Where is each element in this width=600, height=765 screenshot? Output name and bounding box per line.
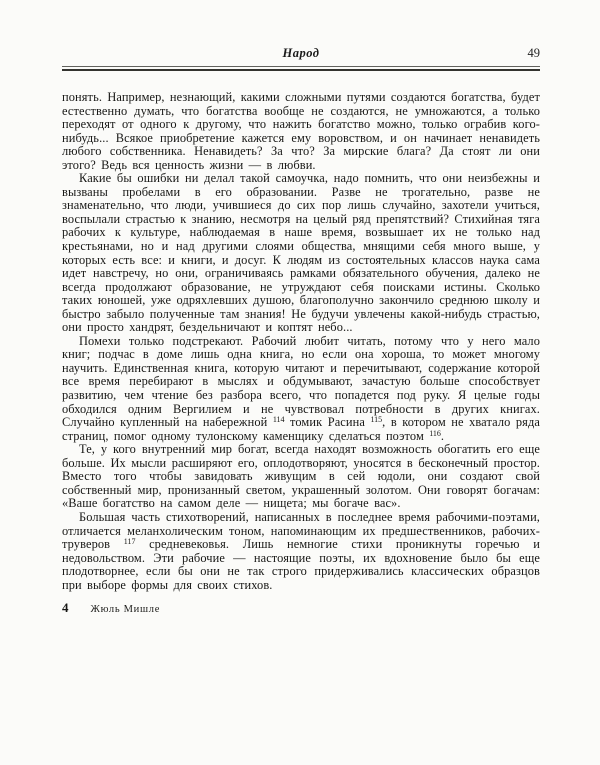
running-title: Народ (282, 46, 320, 60)
paragraph-text: томик Расина (284, 415, 371, 430)
paragraph-text: Какие бы ошибки ни делал такой самоучка, надо помнить, что они неизбежны и вызваны пробелами в его образовании. Разве не трогательно, разве не знаменательно, что люди, учившиеся до сих пор лишь случайно, захотели учиться, воспылали страстью к знанию, несмотря на целый ряд препятствий? Стихийная тяга рабочих к культуре, наблюдаемая в наше время, возвышает их не только над крестьянами, но и над другими слоями общества, мнящими себя много выше, у которых есть все: и книги, и досуг. К людям из состоятельных классов наука сама идет навстречу, но они, ограничиваясь рамками обязательного обучения, далеко не всегда продолжают образование, не утруждают себя поисками истины. Сколько таких юношей, уже одряхлевших душою, благополучно закончило среднюю школу и быстро забыло полученные там знания! Не будучи увлечены какой-нибудь страстью, они просто хандрят, бездельничают и коптят небо... (62, 171, 540, 335)
paragraph-text: средневековья. Лишь немногие стихи проникнуты горечью и недовольством. Эти рабочие — настоящие поэты, их вдохновение было бы еще плодотворнее, если бы они не так строго придерживались классических образцов при выборе формы для своих стихов. (62, 537, 540, 592)
paragraph (62, 172, 540, 335)
footnote-marker: 116 (429, 428, 441, 438)
paragraph-text: , в котором не хватало ряда страниц, помог одному тулонскому каменщику сделаться поэтом (62, 415, 540, 443)
paragraph (62, 443, 540, 511)
footnote-marker: 117 (123, 537, 136, 547)
paragraph-text: Большая часть стихотворений, написанных в последнее время рабочими-поэтами, отличается меланхолическим тоном, напоминающим их предшественников, рабочих-труверов (62, 509, 540, 552)
paragraph-text: Помехи только подстрекают. Рабочий любит читать, потому что у него мало книг; подчас в доме лишь одна книга, но если она хороша, то может многому научить. Единственная книга, которую читают и перечитывают, содержание которой все время перебирают в мыслях и обдумывают, зачастую больше способствует развитию, чем чтение без разбора всего, что попадется под руку. Я целые годы обходился одним Вергилием и не чувствовал потребности в других книгах. Случайно купленный на набережной (62, 333, 540, 430)
paragraph (62, 91, 540, 172)
paragraph-text: Те, у кого внутренний мир богат, всегда находят возможность обогатить его еще больше. Их мысли расширяют его, оплодотворяют, уносятся в бесконечный простор. Вместо того чтобы завидовать живущим в сей юдоли, они создают свой собственный мир, пронизанный светом, украшенный золотом. Они говорят богачам: «Ваше богатство на самом деле — нищета; мы богаче вас». (62, 442, 540, 511)
footnote-marker: 115 (370, 415, 383, 425)
page-number: 49 (527, 46, 540, 60)
paragraph (62, 511, 540, 592)
paragraph-text: . (440, 428, 445, 443)
signature-number: 4 (62, 600, 69, 616)
page-header (62, 46, 540, 61)
header-rule (62, 66, 540, 71)
paragraph-text: понять. Например, незнающий, какими сложными путями создаются богатства, будет естественно думать, что богатства вообще не создаются, не умножаются, а только переходят от одного к другому, что нажить богатство можно, только ограбив кого-нибудь... Всякое приобретение кажется ему воровством, и он начинает ненавидеть любого собственника. Ненавидеть? За что? За мирские блага? Да стоят ли они этого? Ведь вся ценность жизни — в любви. (62, 90, 540, 172)
footnote-marker: 114 (272, 415, 285, 425)
paragraph (62, 335, 540, 443)
page-footer (62, 600, 540, 616)
text-block (62, 91, 540, 592)
signature-title: Жюль Мишле (90, 604, 161, 616)
